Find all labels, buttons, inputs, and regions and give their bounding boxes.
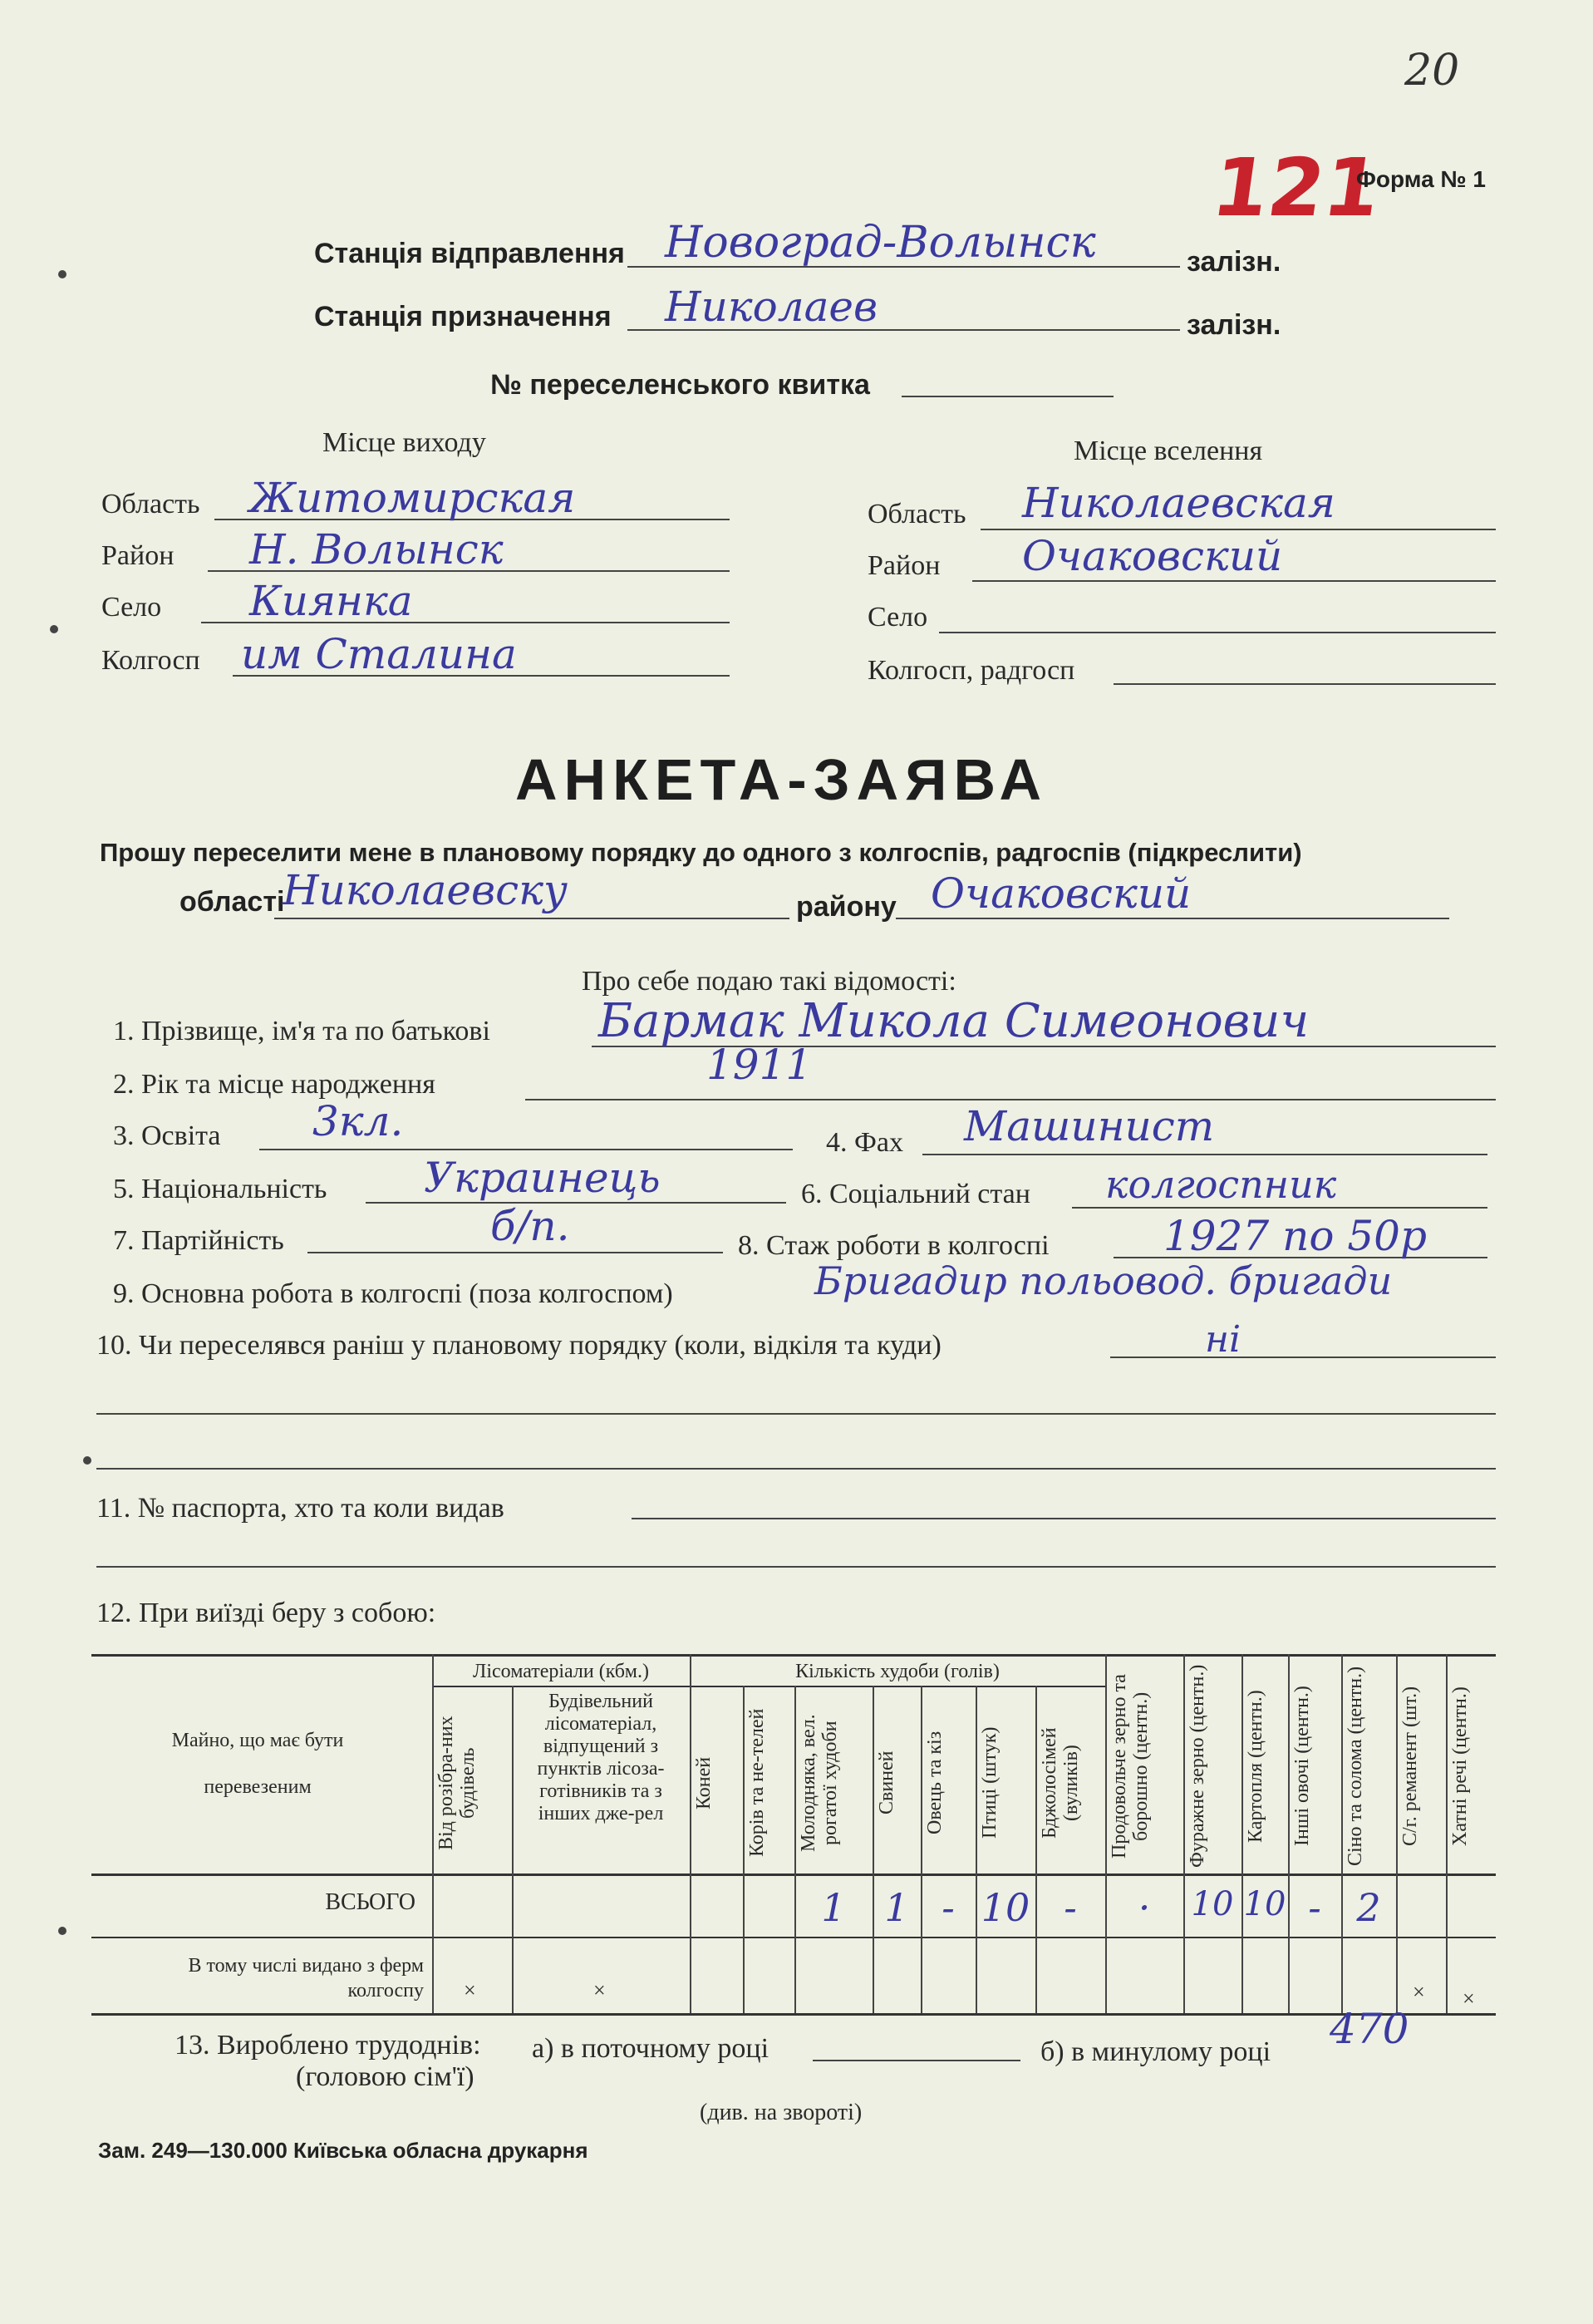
col-fodder-header: Фуражне зерно (центн.) <box>1187 1664 1208 1869</box>
request-rayon-line <box>896 918 1449 919</box>
q5-line <box>366 1202 786 1204</box>
q9-label: 9. Основна робота в колгоспі (поза колгоспом) <box>113 1278 673 1309</box>
destination-value: Николаев <box>665 283 878 331</box>
col-divider <box>1446 1654 1448 2013</box>
cross-mark: × <box>464 1978 476 2002</box>
col-divider <box>1288 1654 1290 2013</box>
q12-label: 12. При виїзді беру з собою: <box>96 1598 436 1628</box>
settle-oblast-value: Николаевская <box>1022 479 1335 527</box>
exit-heading: Місце виходу <box>322 427 486 458</box>
col-veg-header: Інші овочі (центн.) <box>1291 1686 1313 1847</box>
q13-a-line <box>813 2060 1020 2061</box>
q5-label: 5. Національність <box>113 1174 327 1204</box>
paper-speck <box>58 1927 66 1935</box>
col-tools-header: С/г. реманент (шт.) <box>1399 1686 1421 1847</box>
settle-kolhosp-label: Колгосп, радгосп <box>868 655 1075 686</box>
col-divider <box>1105 1654 1107 2013</box>
q10-label: 10. Чи переселявся раніш у плановому порядку (коли, відкіля та куди) <box>96 1330 942 1361</box>
exit-rayon-value: Н. Волынск <box>249 525 504 574</box>
q8-value: 1927 по 50р <box>1163 1212 1427 1260</box>
col-divider <box>794 1686 796 2013</box>
q11-label: 11. № паспорта, хто та коли видав <box>96 1493 504 1524</box>
settle-kolhosp-line <box>1114 683 1496 685</box>
settle-rayon-value: Очаковский <box>1022 532 1283 580</box>
cattle-group-header: Кількість худоби (голів) <box>795 1661 1000 1682</box>
request-rayon-label: району <box>796 891 897 923</box>
q13-b-value: 470 <box>1330 2005 1409 2053</box>
exit-oblast-label: Область <box>101 489 200 519</box>
col-birds-header: Птиці (штук) <box>979 1726 1001 1839</box>
q6-value: колгоспник <box>1105 1162 1337 1207</box>
red-archive-number: 121 <box>1207 141 1387 234</box>
q13-b-label: б) в минулому році <box>1040 2036 1271 2067</box>
ticket-label: № переселенського квитка <box>490 369 870 401</box>
paper-speck <box>58 270 66 278</box>
departure-label: Станція відправлення <box>314 238 625 269</box>
total-cell: 10 <box>981 1885 1030 1930</box>
printer-line: Зам. 249—130.000 Київська обласна друкарня <box>98 2138 588 2163</box>
q10-line-2 <box>96 1413 1496 1415</box>
q1-value: Бармак Микола Симеонович <box>598 994 1310 1048</box>
col-bees-header: Бджолосімей (вуликів) <box>1039 1727 1082 1839</box>
request-oblast-value: Николаевску <box>283 866 568 914</box>
col-divider <box>1341 1654 1343 2013</box>
rail-suffix-1: залізн. <box>1187 246 1281 278</box>
request-rayon-value: Очаковский <box>931 869 1192 918</box>
q11-line-2 <box>96 1566 1496 1568</box>
q2-label: 2. Рік та місце народження <box>113 1069 435 1100</box>
q8-label: 8. Стаж роботи в колгоспі <box>738 1230 1050 1261</box>
page-number: 20 <box>1404 46 1460 96</box>
cross-mark: × <box>1463 1987 1475 2011</box>
q7-label: 7. Партійність <box>113 1225 284 1256</box>
col-divider <box>873 1686 874 2013</box>
col-grain-header: Продовольче зерно та борошно (центн.) <box>1109 1674 1152 1859</box>
col-sheep-header: Овець та кіз <box>924 1731 946 1835</box>
paper-speck <box>50 625 58 633</box>
q11-line <box>632 1518 1496 1519</box>
timber-group-header: Лісоматеріали (кбм.) <box>473 1661 649 1682</box>
col-divider <box>921 1686 922 2013</box>
exit-rayon-label: Район <box>101 540 175 571</box>
col-pigs-header: Свиней <box>876 1750 897 1815</box>
row-farm-label: В тому числі видано з ферм колгоспу <box>188 1955 424 2001</box>
col-divider <box>432 1654 434 2013</box>
total-cell: 10 <box>1191 1885 1234 1923</box>
col-building-header: Будівельний лісоматеріал, відпущений з пунктів лісоза-готівників та з інших дже-рел <box>537 1691 665 1824</box>
col-young-header: Молодняка, вел. рогатої худоби <box>798 1714 841 1852</box>
q10-value: ні <box>1205 1318 1241 1361</box>
q2-value: 1911 <box>706 1041 813 1089</box>
exit-selo-label: Село <box>101 592 162 623</box>
settle-selo-label: Село <box>868 602 928 633</box>
cattle-group-line <box>690 1686 1105 1687</box>
col-divider <box>1035 1686 1037 2013</box>
col-divider <box>1183 1654 1185 2013</box>
col-divider <box>690 1654 691 2013</box>
col-household-header: Хатні речі (центн.) <box>1449 1686 1471 1846</box>
destination-label: Станція призначення <box>314 301 612 332</box>
form-label: Форма № 1 <box>1356 166 1486 192</box>
total-cell: 1 <box>884 1885 909 1930</box>
q1-label: 1. Прізвище, ім'я та по батькові <box>113 1016 490 1046</box>
q3-line <box>259 1149 793 1150</box>
col-divider <box>743 1686 745 2013</box>
exit-oblast-value: Житомирская <box>249 474 576 522</box>
q10-line-3 <box>96 1468 1496 1470</box>
q5-value: Украинець <box>424 1154 661 1202</box>
q9-value: Бригадир польовод. бригади <box>814 1258 1393 1303</box>
q7-value: б/п. <box>490 1202 570 1250</box>
table-top-line <box>91 1654 1496 1657</box>
settle-oblast-label: Область <box>868 499 966 529</box>
q13-label: 13. Вироблено трудоднів: <box>175 2030 481 2061</box>
q3-value: 3кл. <box>312 1097 404 1145</box>
exit-kolhosp-label: Колгосп <box>101 645 200 676</box>
q10-line <box>1110 1356 1496 1358</box>
q2-line <box>525 1099 1496 1100</box>
request-line: Прошу переселити мене в плановому порядку до одного з колгоспів, радгоспів (підкреслити) <box>100 838 1302 867</box>
col-divider <box>976 1686 977 2013</box>
timber-group-line <box>432 1686 690 1687</box>
total-cell: 2 <box>1356 1885 1381 1930</box>
cross-mark: × <box>1413 1980 1425 2004</box>
q13-a-label: а) в поточному році <box>532 2033 769 2064</box>
col-potato-header: Картопля (центн.) <box>1245 1690 1266 1843</box>
request-oblast-line <box>274 918 789 919</box>
total-cell: - <box>1064 1885 1077 1930</box>
col-dismantled-header: Від розібра-них будівель <box>435 1716 479 1850</box>
settle-rayon-label: Район <box>868 550 941 581</box>
cross-mark: × <box>593 1978 606 2002</box>
q6-label: 6. Соціальний стан <box>801 1179 1030 1209</box>
table-total-bottom <box>91 1937 1496 1938</box>
total-cell: 1 <box>821 1885 846 1930</box>
info-heading: Про себе подаю такі відомості: <box>582 966 956 997</box>
request-oblast-label: області <box>179 886 285 918</box>
q6-line <box>1072 1207 1487 1209</box>
q13-sub: (головою сім'ї) <box>296 2061 474 2092</box>
total-cell: - <box>942 1885 955 1930</box>
col-divider <box>1241 1654 1243 2013</box>
q4-line <box>922 1154 1487 1155</box>
see-back-note: (див. на звороті) <box>700 2100 863 2125</box>
col-horses-header: Коней <box>693 1756 715 1809</box>
q4-value: Машинист <box>964 1102 1215 1150</box>
total-cell: 10 <box>1243 1885 1286 1923</box>
settle-heading: Місце вселення <box>1074 436 1263 466</box>
total-cell: · <box>1138 1885 1151 1930</box>
rail-suffix-2: залізн. <box>1187 309 1281 341</box>
table-bottom-line <box>91 2013 1496 2016</box>
exit-kolhosp-value: им Сталина <box>241 630 517 678</box>
departure-value: Новоград-Волынск <box>665 218 1096 268</box>
col-hay-header: Сіно та солома (центн.) <box>1345 1666 1366 1867</box>
table-header-bottom <box>91 1873 1496 1876</box>
col-divider <box>1396 1654 1398 2013</box>
col-property-header: Майно, що має бути перевезеним <box>171 1730 344 1798</box>
settle-oblast-line <box>981 529 1496 530</box>
paper-speck <box>83 1456 91 1465</box>
settle-selo-line <box>939 632 1496 633</box>
q7-line <box>307 1252 723 1253</box>
total-cell: - <box>1308 1885 1321 1930</box>
form-title: АНКЕТА-ЗАЯВА <box>515 747 1049 812</box>
ticket-line <box>902 396 1114 397</box>
row-total-label: ВСЬОГО <box>325 1889 415 1915</box>
col-cows-header: Корів та не-телей <box>746 1708 768 1858</box>
q4-label: 4. Фах <box>826 1127 903 1158</box>
exit-selo-value: Киянка <box>249 577 413 625</box>
settle-rayon-line <box>972 580 1496 582</box>
q3-label: 3. Освіта <box>113 1120 221 1151</box>
